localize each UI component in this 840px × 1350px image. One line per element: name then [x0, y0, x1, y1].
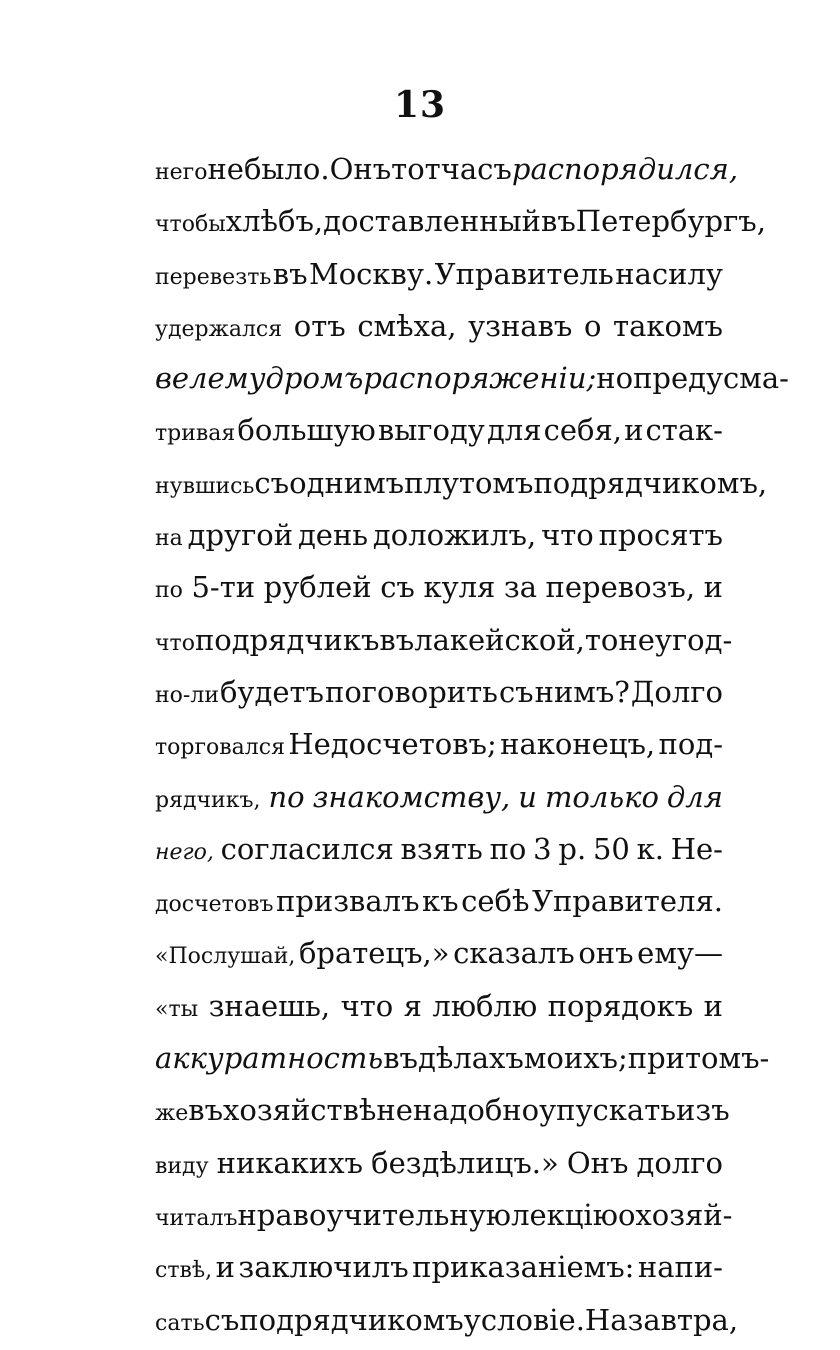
word: подрядчикомъ	[239, 1302, 464, 1337]
text-line	[155, 1294, 739, 1346]
word: ствѣ,	[155, 1258, 213, 1284]
word: 50	[592, 831, 630, 866]
text-line	[155, 404, 723, 456]
word: долго	[636, 1145, 723, 1180]
word: напи-	[637, 1250, 723, 1285]
text-line	[155, 457, 768, 509]
word: него	[155, 160, 208, 185]
word: изъ	[676, 1093, 730, 1128]
word: ему—	[637, 936, 723, 971]
word: согласился	[220, 831, 394, 866]
word: на	[155, 526, 183, 552]
word: торговался	[155, 735, 285, 761]
word: не	[376, 1093, 413, 1128]
word: для	[486, 413, 542, 448]
word: сать	[155, 1310, 205, 1336]
text-line	[155, 561, 723, 613]
word: моихъ;	[523, 1041, 628, 1076]
word: съ	[254, 465, 290, 500]
text-line	[155, 143, 739, 195]
word: было.	[243, 152, 330, 186]
word: другой	[187, 518, 294, 553]
text-line	[155, 248, 723, 300]
word: такомъ	[613, 308, 723, 343]
text-line	[155, 980, 723, 1032]
word: подрядчикъ	[194, 622, 380, 657]
word: съ	[380, 570, 415, 605]
word: хозяй-	[635, 1197, 733, 1232]
word: нимъ?	[534, 674, 630, 709]
word: Онъ	[329, 152, 392, 186]
text-line	[155, 666, 723, 718]
word: сказалъ	[453, 936, 575, 971]
text-line	[155, 771, 723, 823]
text-line	[155, 195, 766, 247]
word: заключилъ	[238, 1250, 409, 1285]
word: тотчасъ	[391, 152, 512, 186]
word: перевозъ,	[545, 570, 696, 605]
word: куля	[423, 570, 496, 605]
word: по	[268, 779, 305, 814]
word: Управитель	[434, 256, 614, 291]
word: въ	[272, 256, 308, 291]
word: условіе.	[463, 1302, 585, 1337]
text-line	[155, 1137, 723, 1189]
word: Онъ	[566, 1145, 629, 1180]
word: братецъ,»	[298, 936, 450, 971]
word: будетъ	[219, 674, 325, 709]
word: что	[155, 630, 195, 656]
word: узнавъ	[468, 308, 573, 343]
word: притомъ-	[627, 1041, 770, 1076]
word: наконецъ,	[500, 727, 656, 762]
word: къ	[422, 884, 459, 919]
word: поговорить	[325, 674, 498, 709]
text-line	[155, 1032, 770, 1084]
word: виду	[155, 1153, 209, 1179]
word: стак-	[645, 413, 723, 448]
word: Назавтра,	[584, 1302, 739, 1337]
word: нравоучительную	[237, 1197, 512, 1232]
word: подрядчикомъ,	[533, 465, 768, 500]
word: по	[489, 831, 527, 866]
word: и	[215, 1250, 235, 1285]
word: читалъ	[155, 1205, 238, 1231]
word: Москву.	[309, 256, 434, 291]
word: доставленный	[323, 204, 541, 239]
word: себя,	[543, 413, 622, 448]
word: Долго	[630, 674, 723, 709]
word: лекцію	[511, 1197, 618, 1232]
word: и	[624, 413, 644, 448]
word: что	[340, 988, 394, 1023]
word: съ	[204, 1302, 240, 1337]
word: Недосчетовъ;	[288, 727, 497, 762]
word: не	[618, 622, 655, 657]
word: Не-	[670, 831, 723, 866]
word: то	[584, 622, 619, 657]
word: и	[703, 570, 723, 605]
word: только	[544, 779, 659, 814]
word: аккуратность	[155, 1041, 384, 1076]
word: рублей	[263, 570, 372, 605]
word: «ты	[155, 996, 199, 1022]
word: большую	[237, 413, 376, 448]
word: но-ли	[155, 682, 219, 708]
word: предусма-	[633, 361, 789, 396]
word: велемудромъ	[155, 361, 364, 396]
word: выгоду	[377, 413, 485, 448]
word: и	[703, 988, 723, 1023]
word: но	[596, 361, 634, 396]
text-line	[155, 614, 733, 666]
body-text	[155, 143, 789, 1346]
word: о	[583, 308, 602, 343]
word: дѣлахъ	[417, 1041, 524, 1076]
word: что	[541, 518, 594, 553]
word: съ	[498, 674, 534, 709]
word: за	[503, 570, 537, 605]
text-line	[155, 1084, 730, 1136]
text-line	[155, 352, 789, 404]
word: Управителя.	[532, 884, 723, 919]
word: и	[518, 779, 537, 814]
word: въ	[383, 1041, 418, 1076]
word: приказаніемъ:	[412, 1250, 635, 1285]
word: лакейской,	[414, 622, 585, 657]
word: хозяйствѣ	[223, 1093, 377, 1128]
word: под-	[658, 727, 723, 762]
word: надобно	[412, 1093, 540, 1128]
word: распоряженіи;	[363, 361, 597, 396]
word: въ	[188, 1093, 224, 1128]
word: люблю	[432, 988, 538, 1023]
word: смѣха,	[357, 308, 457, 343]
word: угод-	[654, 622, 733, 657]
word: плутомъ	[404, 465, 534, 500]
word: бездѣлицъ.»	[371, 1145, 559, 1180]
word: никакихъ	[216, 1145, 364, 1180]
word: доложилъ,	[372, 518, 537, 553]
word: нувшись	[155, 473, 255, 499]
word: онъ	[578, 936, 634, 971]
word: о	[617, 1197, 636, 1232]
word: 5-ти	[191, 570, 256, 605]
word: удержался	[155, 316, 283, 342]
word: знаешь,	[208, 988, 331, 1023]
text-line	[155, 927, 723, 979]
word: него,	[155, 839, 214, 865]
page-number: 13	[393, 84, 447, 126]
word: я	[403, 988, 422, 1023]
word: перевезть	[155, 264, 272, 290]
word: рядчикъ,	[155, 787, 261, 813]
word: распорядился,	[511, 152, 739, 186]
word: призвалъ	[276, 884, 420, 919]
word: порядокъ	[547, 988, 694, 1023]
word: взять	[400, 831, 483, 866]
word: р.	[558, 831, 587, 866]
text-line	[155, 1189, 733, 1241]
word: 3	[533, 831, 552, 866]
word: не	[207, 152, 244, 186]
word: въ	[541, 204, 576, 239]
text-line	[155, 509, 723, 561]
word: просятъ	[598, 518, 723, 553]
word: день	[297, 518, 369, 553]
text-line	[155, 875, 723, 927]
word: к.	[636, 831, 664, 866]
word: отъ	[293, 308, 346, 343]
word: по	[155, 578, 183, 604]
word: для	[666, 779, 723, 814]
text-line	[155, 300, 723, 352]
word: себѣ	[461, 884, 530, 919]
word: досчетовъ	[155, 892, 274, 918]
word: тривая	[155, 421, 236, 447]
word: же	[155, 1101, 189, 1127]
text-line	[155, 823, 723, 875]
word: однимъ	[289, 465, 405, 500]
word: въ	[379, 622, 415, 657]
word: упускать	[539, 1093, 677, 1128]
text-line	[155, 718, 723, 770]
word: чтобы	[155, 212, 226, 238]
word: знакомству,	[312, 779, 511, 814]
word: Петербургъ,	[575, 204, 766, 239]
word: «Послушай,	[155, 944, 296, 970]
word: хлѣбъ,	[225, 204, 324, 239]
text-line	[155, 1241, 723, 1293]
word: насилу	[615, 256, 723, 291]
